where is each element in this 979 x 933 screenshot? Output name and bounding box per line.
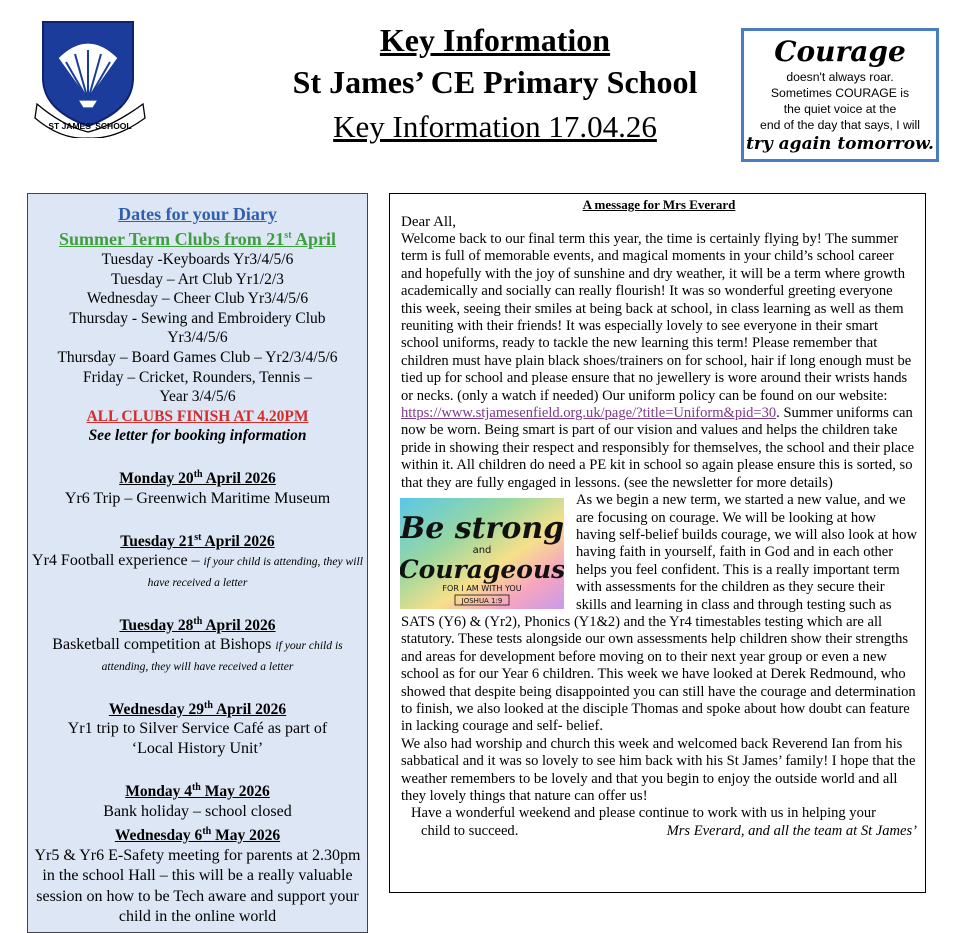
club-item: Thursday – Board Games Club – Yr2/3/4/5/6 xyxy=(57,348,338,366)
event-date: Wednesday 6th May 2026 xyxy=(114,826,281,845)
quote-line: doesn't always roar. xyxy=(786,70,894,84)
clubs-heading: Summer Term Clubs from 21st April xyxy=(58,229,337,249)
message-paragraph: Have a wonderful weekend and please continue to work with us in helping your xyxy=(411,805,876,822)
event-date: Monday 4th May 2026 xyxy=(125,782,270,801)
event-text: Bank holiday – school closed xyxy=(103,803,292,821)
event-date: Tuesday 21st April 2026 xyxy=(120,531,275,550)
event-text: Yr5 & Yr6 E-Safety meeting for parents at 2.30pm in the school Hall – this will be a really valuable session on how to be Tech aware and support your child in the online world xyxy=(34,846,361,926)
clubs-finish-notice: ALL CLUBS FINISH AT 4.20PM xyxy=(86,407,309,425)
event-date: Monday 20th April 2026 xyxy=(119,468,276,488)
quote-title: Courage xyxy=(774,35,906,68)
event-text: ‘Local History Unit’ xyxy=(131,740,264,758)
event-date: Wednesday 29th April 2026 xyxy=(108,699,287,718)
club-item: Wednesday – Cheer Club Yr3/4/5/6 xyxy=(86,290,309,308)
image-text-and: and xyxy=(472,545,492,557)
image-text-reference: JOSHUA 1:9 xyxy=(461,597,503,606)
image-text-courageous: Courageous xyxy=(400,555,564,585)
quote-body xyxy=(744,69,936,133)
signature: Mrs Everard, and all the team at St James’ xyxy=(666,822,917,839)
club-item: Yr3/4/5/6 xyxy=(167,329,228,347)
event-text: Yr1 trip to Silver Service Café as part of xyxy=(67,720,328,738)
message-paragraph: Welcome back to our final term this year, the time is certainly flying by! The summer term is full of memorable events, and magical moments in your child’s school career and hopefully with the joy of sunshine and dry weather, it will be a term where growth academically and socially can really flourish! It was so wonderful greeting everyone this week, seeing their smiles at being back at school, in class learning as well as them reuniting with their friends! It was especially lovely to see everyone in their smart school uniforms, ready to tackle the new learning this term! Please remember that children must have plain black shoes/trainers on for school, hair if long enough must be tied up for school and please ensure that no jewellery is wore around their wrists hands or necks. (only a watch if needed) Our uniform policy can be found on our website: https://www.stjamesenfield.org.uk/page/?title=Uniform&pid=30. Summer uniforms can now be worn. Being smart is part of our vision and values and helps the children take pride in showing their respect and responsibly for themselves, the school and their place within it. All children do need a PE kit in school so again please ensure this is sorted, so that they are fully engaged in lessons. (see the newsletter for more details) xyxy=(401,231,915,491)
club-item: Year 3/4/5/6 xyxy=(159,388,236,406)
club-item: Tuesday – Art Club Yr1/2/3 xyxy=(111,270,284,288)
image-text-be-strong: Be strong xyxy=(400,511,564,547)
head-message-panel xyxy=(389,193,926,893)
crest-text: ST JAMES' SCHOOL xyxy=(48,121,132,131)
event-text: Basketball competition at Bishops if your child is attending, they will have received a letter xyxy=(52,636,343,673)
message-title: A message for Mrs Everard xyxy=(582,197,736,212)
quote-line: the quiet voice at the xyxy=(783,102,897,116)
issue-date: Key Information 17.04.26 xyxy=(333,109,657,144)
courage-quote xyxy=(741,28,939,162)
message-greeting: Dear All, xyxy=(401,214,456,230)
message-signoff: child to succeed. Mrs Everard, and all the team at St James’ xyxy=(421,822,917,839)
club-item: Thursday - Sewing and Embroidery Club xyxy=(69,309,326,327)
quote-ending: try again tomorrow. xyxy=(746,134,934,154)
page-header xyxy=(230,20,760,150)
event-date: Tuesday 28th April 2026 xyxy=(119,615,276,634)
club-item: Friday – Cricket, Rounders, Tennis – xyxy=(83,368,312,386)
page-title: Key Information xyxy=(379,22,611,58)
club-item: Tuesday -Keyboards Yr3/4/5/6 xyxy=(101,251,294,268)
school-name: St James’ CE Primary School xyxy=(292,64,698,100)
diary-heading: Dates for your Diary xyxy=(118,204,277,224)
be-strong-image xyxy=(400,498,564,609)
image-text-verse: FOR I AM WITH YOU xyxy=(442,584,522,594)
event-text: Yr4 Football experience – if your child is attending, they will have received a letter xyxy=(32,552,363,590)
booking-note: See letter for booking information xyxy=(88,427,307,445)
message-paragraph: As we begin a new term, we started a new value, and we are focusing on courage. We will be looking at how having self-belief builds courage, we will also look at how having faith in yourself, faith in God and in each other helps you feel confident. This is a really important term with assessments for the children as they secure their skills and learning in class and through testing such as SATS (Y6) & (Yr2), Phonics (Y1&2) and the Yr4 timestables testing which are all statutory. These tests alongside our own assessments help children show their strengths and areas for development before moving on to their next year group or even a new school as for our Year 6 children. This week we have looked at Derek Redmound, who showed that despite being disappointed you can still have the courage and determination to finish, we also looked at the disciple Thomas and spoke about how doubt can feature in lacking courage and self- belief. xyxy=(401,492,917,735)
message-paragraph: We also had worship and church this week and welcomed back Reverend Ian from his sabbatical and it was so lovely to see him back with his St James’ family! I hope that the weather remembers to be lovely and that you begin to enjoy the outside world and all they lovely things that nature can offer us! xyxy=(401,735,916,804)
quote-line: Sometimes COURAGE is xyxy=(770,86,910,100)
quote-line: end of the day that says, I will xyxy=(760,118,920,132)
event-text: Yr6 Trip – Greenwich Maritime Museum xyxy=(64,489,331,507)
diary-panel xyxy=(27,193,368,933)
uniform-policy-link[interactable]: https://www.stjamesenfield.org.uk/page/?title=Uniform&pid=30 xyxy=(401,405,777,422)
school-crest xyxy=(33,18,148,138)
